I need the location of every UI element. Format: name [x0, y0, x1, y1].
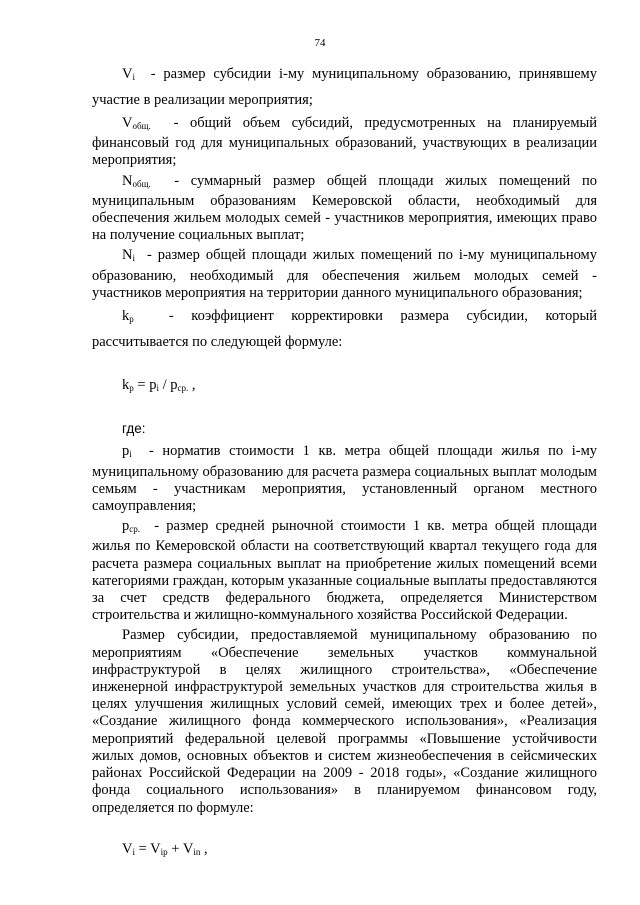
formula-symbol: p	[170, 377, 178, 394]
formula-operator: =	[133, 377, 150, 394]
formula-symbol: V	[150, 840, 161, 857]
definition-pi: $p_i$ - норматив стоимости 1 кв. метра общей площади жилья по i-му муниципальному образованию для расчета размера социальных выплат молодым семьям - участникам мероприятия, установленный органом местного самоуправления;	[92, 443, 597, 515]
symbol: p	[122, 443, 130, 460]
symbol: p	[122, 518, 130, 535]
definition-n-total: $N_{общ.}$ - суммарный размер общей площади жилых помещений по муниципальным образованиям Кемеровской области, необходимый для обеспечения жильем молодых семей - участников мероприятия, имеющих право на получение социальных выплат;	[92, 172, 597, 244]
where-label: где:	[122, 421, 146, 437]
formula-subscript: in	[193, 846, 201, 857]
symbol: V	[122, 66, 133, 82]
symbol-subscript: i	[132, 72, 135, 82]
formula-subscript: i	[156, 383, 159, 394]
formula-vi	[92, 841, 597, 861]
formula-symbol: k	[122, 377, 130, 394]
symbol-subscript: p	[129, 314, 134, 325]
formula-operator: ,	[188, 377, 196, 394]
definition-ni: $N_i$ - размер общей площади жилых помещений по i-му муниципальному образованию, необходимый для обеспечения жильем молодых семей - участников мероприятия на территории данного муниципального образования;	[92, 247, 597, 301]
symbol-subscript: общ.	[132, 178, 151, 189]
symbol: N	[122, 172, 133, 189]
symbol-subscript: i	[132, 253, 135, 264]
symbol-subscript: ср.	[129, 524, 140, 535]
definition-text: размер средней рыночной стоимости 1 кв. метра общей площади жилья по Кемеровской области на соответствующий квартал текущего года для расчета размера социальных выплат на приобретение жилых помещений всеми категориями граждан, которым указанные социальные выплаты предоставляются за счет средств федерального бюджета, определяется Министерством строительства и жилищно-коммунального хозяйства Российской Федерации.	[92, 518, 597, 624]
formula-operator: ,	[200, 840, 208, 857]
formula-symbol: V	[122, 840, 133, 857]
definition-text: размер субсидии i-му муниципальному образованию, принявшему участие в реализации мероприятия;	[92, 66, 597, 108]
definition-p-avg: $p_{ср.}$ - размер средней рыночной стоимости 1 кв. метра общей площади жилья по Кемеровской области на соответствующий квартал текущего года для расчета размера социальных выплат на приобретение жилых помещений всеми категориями граждан, которым указанные социальные выплаты предоставляются за счет средств федерального бюджета, определяется Министерством строительства и жилищно-коммунального хозяйства Российской Федерации.	[92, 518, 597, 624]
definition-text: суммарный размер общей площади жилых помещений по муниципальным образованиям Кемеровской области, необходимый для обеспечения жильем молодых семей - участников мероприятия, имеющих право на получение социальных выплат;	[92, 172, 597, 244]
symbol: k	[122, 308, 130, 325]
page-number: 74	[314, 37, 326, 49]
formula-operator: /	[158, 377, 171, 394]
formula-symbol: p	[149, 377, 157, 394]
formula-subscript: p	[129, 383, 134, 394]
formula-operator: =	[135, 840, 151, 857]
main-paragraph: Размер субсидии, предоставляемой муниципальному образованию по мероприятиям «Обеспечение земельных участков коммунальной инфраструктурой в целях жилищного строительства», «Обеспечение инженерной инфраструктурой земельных участков для строительства жилья в целях улучшения жилищных условий семей, имеющих трех и более детей», «Создание жилищного фонда коммерческого использования», «Реализация мероприятий федеральной целевой программы «Повышение устойчивости жилых домов, основных объектов и систем жизнеобеспечения в сейсмических районах Российской Федерации на 2009 - 2018 годы», «Создание жилищного фонда социального использования» в планируемом финансовом году, определяется по формуле:	[92, 627, 597, 816]
definition-text: норматив стоимости 1 кв. метра общей площади жилья по i-му муниципальному образованию для расчета размера социальных выплат молодым семьям - участникам мероприятия, установленный органом местного самоуправления;	[92, 443, 597, 515]
symbol: N	[122, 247, 133, 264]
definition-vi: $V_i$ - размер субсидии i-му муниципальному образованию, принявшему участие в реализации мероприятия;	[92, 66, 597, 108]
formula-operator: +	[167, 840, 183, 857]
definition-text: общий объем субсидий, предусмотренных на планируемый финансовый год для муниципальных образований, участвующих в реализации мероприятия;	[92, 115, 597, 169]
formula-subscript: ср.	[177, 383, 189, 394]
definition-v-total: $V_{общ.}$ - общий объем субсидий, предусмотренных на планируемый финансовый год для муниципальных образований, участвующих в реализации мероприятия;	[92, 115, 597, 169]
symbol-subscript: i	[129, 449, 132, 460]
formula-symbol: V	[182, 840, 194, 857]
symbol-subscript: общ.	[132, 121, 151, 131]
definition-text: коэффициент корректировки размера субсидии, который рассчитывается по следующей формуле:	[92, 308, 597, 351]
definition-kp: $k_p$ - коэффициент корректировки размера субсидии, который рассчитывается по следующей формуле:	[92, 308, 597, 351]
formula-subscript: i	[132, 846, 135, 857]
formula-subscript: ip	[160, 846, 168, 857]
document-body	[92, 63, 597, 861]
symbol: V	[122, 115, 133, 131]
definition-text: размер общей площади жилых помещений по i-му муниципальному образованию, необходимый для обеспечения жильем молодых семей - участников мероприятия на территории данного муниципального образования;	[92, 247, 597, 301]
formula-kp	[92, 377, 597, 397]
